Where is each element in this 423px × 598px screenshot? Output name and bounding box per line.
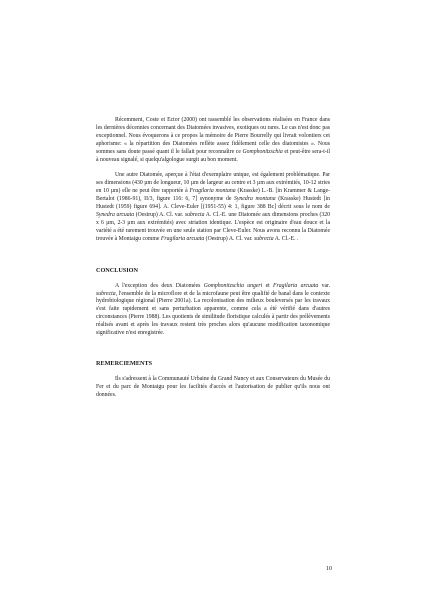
heading-remerciements: REMERCIEMENTS bbox=[96, 359, 153, 367]
paragraph-2: Une autre Diatomée, aperçue à l'état d'exemplaire unique, est également problématique. Par ses dimensions (430 µm de longueur, 10 µm de largeur au centre et 3 µm aux extrémités, 10-12 stries en 10 µm) elle ne peut être rapportée à Fragilaria montana (Krasske) L.-B. [in Krammer & Lange-Bertalot (1986-91), II/3, figure 116: 6, 7] synonyme de Synedra montana (Krasske) Hustedt [in Hustedt (1959) figure 694]. A. Cleve-Euler [(1951-55) 4: 1, figure 388 Bc] décrit sous le nom de Synedra arcuata (Oestrup) A. Cl. var. subrecta A. Cl.-E. une Diatomée aux dimensions proches (320 x 6 µm, 2-3 µm aux extrémités) avec striation identique. L'espèce est originaire d'eau douce et la variété a été rarement trouvée en une seule station par Cleve-Euler. Nous avons reconnu la Diatomée trouvée à Montaigu comme Fragilaria arcuata (Oestrup) A. Cl. var. subrecta A. Cl.-E. . bbox=[96, 172, 331, 242]
paragraph-1: Récemment, Coste et Ector (2000) ont rassemblé les observations réalisées en France dans les dernières décennies concernant des Diatomées invasives, exotiques ou rares. Le cas n'est donc pas exceptionnel. Nous évoquerons à ce propos la mémoire de Pierre Bourrelly qui livrait volontiers cet aphorisme: « la répartition des Diatomées reflète assez fidèlement celle des diatomistes ». Nous sommes sans doute passé quant il le fallait pour reconnaître ce Gomphonitzschia et peut-être sera-t-il à nouveau signalé, si quelqu'algologue surgit au bon moment. bbox=[96, 117, 330, 163]
heading-conclusion: CONCLUSION bbox=[96, 266, 138, 274]
paragraph-remerciements: Ils s'adressent à la Communauté Urbaine du Grand Nancy et aux Conservateurs du Musée du Fer et du parc de Montaigu pour les facilités d'accès et l'autorisation de publier qu'ils nous ont données. bbox=[96, 375, 330, 398]
body-text bbox=[96, 117, 330, 400]
page-number: 10 bbox=[326, 566, 332, 572]
paragraph-conclusion: A l'exception des deux Diatomées Gomphonitzschia ungeri et Fragilaria arcuata var. subrecta, l'ensemble de la microflore et de la microfaune peut être qualifié de banal dans le contexte hydrobiologique régional (Pierre 2001a). La recolonisation des milieux bouleversés par les travaux s'est faite rapidement et sans perturbation apparente, comme cela a été vérifié dans d'autres circonstances (Pierre 1988). Les quotients de similitude floristique calculés à partir des prélèvements réalisés avant et après les travaux restent très proches alors qu'aucune modification taxonomique significative n'est enregistrée. bbox=[96, 282, 331, 337]
